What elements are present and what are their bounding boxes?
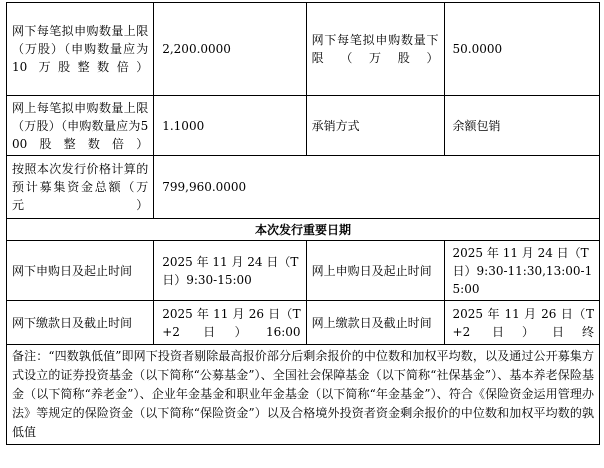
underwriting-method-value: 余额包销 — [444, 96, 599, 156]
table-row — [7, 3, 600, 96]
table-note: 备注：“四数孰低值”即网下投资者剔除最高报价部分后剩余报价的中位数和加权平均数，以及通过公开募集方式设立的证券投资基金（以下简称“公募基金”）、全国社会保障基金（以下简称“社保基金”）、基本养老保险基金（以下简称“养老金”）、企业年金基金和职业年金基金（以下简称“年金基金”）、符合《保险资金运用管理办法》等规定的保险资金（以下简称“保险资金”）以及合格境外投资者资金剩余报价的中位数和加权平均数的孰低值 — [7, 345, 600, 445]
raised-funds-label: 按照本次发行价格计算的预计募集资金总额（万元） — [7, 156, 154, 219]
table-row — [7, 96, 600, 156]
table-row — [7, 345, 600, 445]
table-row — [7, 219, 600, 241]
online-subscription-date-label: 网上申购日及起止时间 — [306, 241, 444, 301]
section-title: 本次发行重要日期 — [7, 219, 600, 241]
table-row — [7, 156, 600, 219]
table-row — [7, 301, 600, 345]
online-subscription-date-value: 2025 年 11 月 24 日（T 日）9:30-11:30,13:00-15:00 — [444, 241, 599, 301]
offline-max-label: 网下每笔拟申购数量上限（万股）（申购数量应为 10 万股整数倍） — [7, 3, 154, 96]
offline-min-value: 50.0000 — [444, 3, 599, 96]
table-row — [7, 241, 600, 301]
online-payment-date-label: 网上缴款日及截止时间 — [306, 301, 444, 345]
offline-subscription-date-value: 2025 年 11 月 24 日（T 日）9:30-15:00 — [154, 241, 306, 301]
raised-funds-value: 799,960.0000 — [154, 156, 600, 219]
offline-max-value: 2,200.0000 — [154, 3, 306, 96]
offline-min-label: 网下每笔拟申购数量下限（万股） — [306, 3, 444, 96]
offline-payment-date-value: 2025 年 11 月 26 日（T+2 日）16:00 — [154, 301, 306, 345]
underwriting-method-label: 承销方式 — [306, 96, 444, 156]
online-max-value: 1.1000 — [154, 96, 306, 156]
online-max-label: 网上每笔拟申购数量上限（万股）（申购数量应为500股整数倍） — [7, 96, 154, 156]
offline-payment-date-label: 网下缴款日及截止时间 — [7, 301, 154, 345]
offline-subscription-date-label: 网下申购日及起止时间 — [7, 241, 154, 301]
online-payment-date-value: 2025 年 11 月 26 日（T+2 日）日终 — [444, 301, 599, 345]
offering-info-table — [6, 2, 600, 445]
